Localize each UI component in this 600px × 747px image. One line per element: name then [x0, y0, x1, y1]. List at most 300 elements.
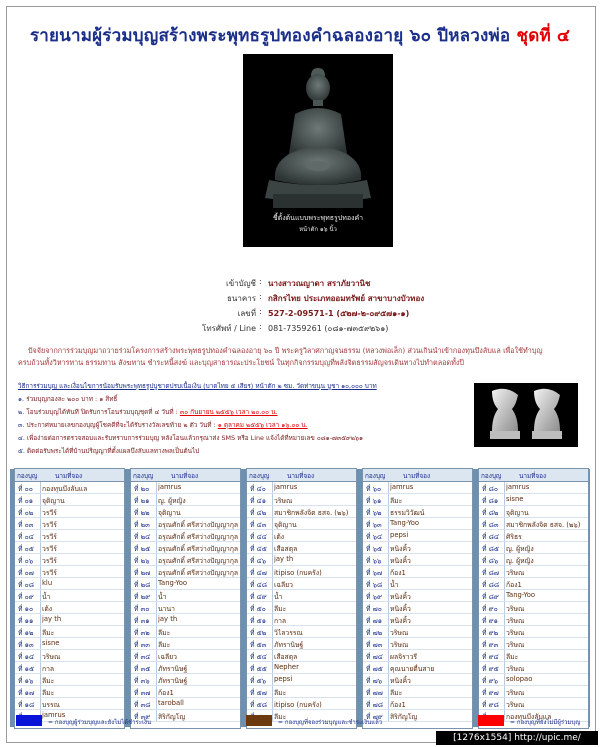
table-row [479, 602, 588, 614]
colon: : [259, 322, 262, 331]
row-number: ที่ ๗๕ [366, 665, 383, 673]
row-donor-name: จุติญาน [506, 509, 529, 517]
row-donor-name: jay th [158, 615, 178, 623]
row-donor-name: คุณนายตื่นสาย [390, 665, 435, 673]
row-number: ที่ ๗๐ [366, 605, 382, 613]
table-row [131, 614, 240, 626]
row-donor-name: ลีมะ [158, 629, 171, 637]
table-row [247, 686, 356, 698]
table-row [131, 506, 240, 518]
row-donor-name: ญ. ผู้หญิง [506, 545, 534, 553]
phone-label: โทรศัพท์ / Line [202, 324, 256, 333]
column-header [247, 469, 356, 482]
row-number: ที่ ๐๘ [18, 581, 35, 589]
legend-swatch [246, 715, 272, 726]
row-donor-name: วรวีร์ [42, 509, 57, 517]
row-donor-name: เต้ง [42, 605, 53, 613]
row-donor-name: Nepher [274, 663, 299, 671]
row-donor-name: jay th [274, 555, 294, 563]
row-number: ที่ ๑๖ [18, 677, 34, 685]
table-row [363, 638, 472, 650]
colon: : [259, 307, 262, 316]
photo-caption-line2: หน้าตัก ๑๖ นิ้ว [299, 226, 337, 233]
table-row [247, 542, 356, 554]
photo-caption-line1: ชี้ตั้งต้นแบบพระพุทธรูปทองคำ [272, 214, 364, 222]
condition-4: ๔. เพื่อง่ายต่อการตรวจสอบและรับทราบการร่วมบุญ หลังโอนแล้วกรุณาส่ง SMS หรือ Line แจ้งได้ที่หมายเลข ๐๘๑-๗๓๕๙๒๖๑ [18, 434, 364, 442]
legend-item [246, 715, 466, 726]
row-donor-name: น้ำ [158, 593, 167, 601]
row-number: ที่ ๗๗ [366, 689, 383, 697]
table-row [363, 698, 472, 710]
row-donor-name: วริษณ [506, 617, 525, 625]
row-number: ที่ ๗๙ [366, 713, 383, 721]
table-row [15, 542, 124, 554]
row-number: ที่ ๘๗ [482, 569, 499, 577]
row-number: ที่ ๔๒ [250, 509, 267, 517]
table-row [247, 662, 356, 674]
row-donor-name: อรุณศักดิ์ ศรีสว่างปัญญากุล [158, 557, 238, 565]
row-number: ที่ ๒๙ [134, 593, 151, 601]
table-row [247, 614, 356, 626]
row-number: ที่ ๔๑ [250, 497, 267, 505]
table-row [131, 542, 240, 554]
table-row [363, 482, 472, 494]
table-row [131, 626, 240, 638]
row-number: ที่ ๙๕ [482, 665, 499, 673]
row-donor-name: วริษณ [390, 641, 409, 649]
row-number: ที่ ๘๘ [482, 581, 500, 589]
row-donor-name: ก้อง1 [390, 701, 406, 709]
row-donor-name: นานา [158, 605, 175, 613]
row-number: ที่ ๖๐ [366, 485, 382, 493]
row-donor-name: ก้อง1 [506, 581, 522, 589]
column-header-name: นามที่จอง [519, 472, 547, 480]
row-number: ที่ ๒๖ [134, 557, 150, 565]
row-number: ที่ ๐๐ [18, 485, 33, 493]
table-row [363, 590, 472, 602]
condition-3: ๓. ประกาศหมายเลขกองบุญผู้โชคดีที่จะได้รับรางวัลเลขท้าย ๒ ตัว วันที่ : ๑ ตุลาคม ๒๕๕๖ เวลา ๑๖.๐๐ น. [18, 421, 308, 429]
row-donor-name: กองทุนบึงลับแล [506, 713, 552, 721]
row-donor-name: วรวีร์ [42, 569, 57, 577]
table-row [479, 686, 588, 698]
table-row [131, 590, 240, 602]
row-number: ที่ ๔๖ [250, 557, 267, 565]
row-donor-name: ลีมะ [390, 689, 403, 697]
table-row [15, 494, 124, 506]
row-donor-name: อรุณศักดิ์ ศรีสว่างปัญญากุล [158, 521, 238, 529]
legend-swatch [16, 715, 42, 726]
row-number: ที่ ๒๑ [134, 497, 150, 505]
row-donor-name: ศิริธร [506, 533, 522, 541]
row-donor-name: กองทุนบึงลับแล [42, 485, 88, 493]
table-row [131, 482, 240, 494]
row-donor-name: ผลจิราวรี [390, 653, 418, 661]
table-row [479, 578, 588, 590]
phone-value: 081-7359261 (๐๘๑-๗๓๕๙๒๖๑) [268, 324, 389, 333]
row-donor-name: ลีมะ [158, 641, 171, 649]
row-number: ที่ ๐๗ [18, 569, 34, 577]
table-row [15, 602, 124, 614]
row-donor-name: ญ. ผู้หญิง [506, 557, 534, 565]
table-row [363, 530, 472, 542]
table-row [15, 662, 124, 674]
table-row [15, 530, 124, 542]
row-donor-name: อรุณศักดิ์ ศรีสว่างปัญญากุล [158, 569, 238, 577]
table-row [363, 554, 472, 566]
account-number-value: 527-2-09571-1 (๕๒๗-๒-๐๙๕๗๑-๑) [268, 309, 410, 318]
table-row [479, 506, 588, 518]
row-donor-name: jay th [42, 615, 62, 623]
row-donor-name: ภัทรานิษฐ์ [158, 665, 188, 673]
row-donor-name: สมาชิกพลังจิต ธสจ. (๒๖) [274, 509, 349, 517]
row-donor-name: jamrus [42, 711, 66, 719]
table-row [479, 674, 588, 686]
row-number: ที่ ๘๖ [482, 557, 499, 565]
row-donor-name: หนิงคิ้ว [390, 605, 411, 613]
row-donor-name: อรุณศักดิ์ ศรีสว่างปัญญากุล [158, 533, 238, 541]
table-row [363, 614, 472, 626]
column-header [131, 469, 240, 482]
row-donor-name: สิริกัญโญ [158, 713, 186, 721]
table-row [479, 698, 588, 710]
row-number: ที่ ๙๖ [482, 677, 498, 685]
table-row [131, 602, 240, 614]
row-donor-name: สมาชิกพลังจิต ธสจ. (๒๖) [506, 521, 581, 529]
column-header-no: กองบุญ [249, 472, 270, 480]
table-row [15, 482, 124, 494]
intro-line2: ครบถ้วนทั้งวิหารทาน ธรรมทาน สังฆทาน ชำระหนี้สงฆ์ และบุญสาธารณะประโยชน์ ในทุกกิจกรรมบุญที่พลังจิตธรรมสัญจรเดินทางไปทำตลอดทั้งปี [18, 358, 464, 367]
row-donor-name: น้ำ [390, 581, 399, 589]
row-donor-name: จุติญาน [158, 509, 181, 517]
row-number: ที่ ๘๓ [482, 521, 499, 529]
row-donor-name: Tang-Yoo [158, 579, 188, 587]
row-number: ที่ ๖๙ [366, 593, 382, 601]
intro-line1: ปัจจัยจากการร่วมบุญมาถวายร่วมโครงการสร้างพระพุทธรูปทองคำฉลองอายุ ๖๐ ปี พระครูวิลาศกาญจนธรรม (หลวงพ่อเล็ก) ส่วนเกินนำเข้ากองทุนบึงลับแล เพื่อใช้ทำบุญ [28, 346, 543, 355]
row-number: ที่ ๓๖ [134, 677, 150, 685]
watermark: [1276x1554] http://upic.me/ [436, 731, 598, 745]
row-donor-name: itipiso (กบครัง) [274, 701, 322, 709]
row-number: ที่ ๔๓ [250, 521, 267, 529]
row-donor-name: jamrus [506, 483, 530, 491]
table-row [479, 554, 588, 566]
row-donor-name: taroball [158, 699, 184, 707]
amulet-photo [474, 383, 578, 447]
row-number: ที่ ๕๗ [250, 689, 267, 697]
row-number: ที่ ๒๗ [134, 569, 151, 577]
row-donor-name: ลีมะ [506, 653, 519, 661]
title-main: รายนามผู้ร่วมบุญสร้างพระพุทธรูปทองคำฉลองอายุ ๖๐ ปีหลวงพ่อ [29, 26, 511, 46]
table-row [479, 482, 588, 494]
row-donor-name: วริษณ [506, 605, 525, 613]
condition-5: ๕. ติดต่อรับพระได้ที่บ้านปริญญาที่ตั้งแผลบึงลับแลทางพลเป็นต้นไป [18, 447, 200, 455]
table-row [363, 626, 472, 638]
table-row [479, 542, 588, 554]
legend-text: = กองบุญผู้ร่วมบุญและยังไม่ได้ชำระเงิน [48, 719, 152, 726]
colon: : [259, 292, 262, 301]
row-donor-name: วรวีร์ [42, 557, 57, 565]
table-row [363, 506, 472, 518]
row-number: ที่ ๔๗ [250, 569, 267, 577]
row-donor-name: jamrus [390, 483, 414, 491]
row-number: ที่ ๑๕ [18, 665, 35, 673]
table-row [479, 530, 588, 542]
account-name-value: นางสาวณญาดา สราภัยวานิช [268, 279, 371, 288]
row-number: ที่ ๓๓ [134, 641, 150, 649]
row-donor-name: klu [42, 579, 53, 587]
row-number: ที่ ๙๔ [482, 653, 499, 661]
row-donor-name: ลีมะ [42, 689, 55, 697]
column-header-name: นามที่จอง [403, 472, 431, 480]
row-donor-name: น้ำ [274, 593, 283, 601]
row-donor-name: ลีมะ [42, 629, 55, 637]
row-donor-name: เฉลียว [274, 581, 293, 589]
row-donor-name: จุติญาน [274, 521, 297, 529]
table-row [247, 554, 356, 566]
table-row [15, 650, 124, 662]
table-row [131, 518, 240, 530]
row-number: ที่ ๖๕ [366, 545, 383, 553]
row-donor-name: ลีมะ [274, 689, 287, 697]
row-number: ที่ ๙๒ [482, 629, 499, 637]
row-number: ที่ ๓๒ [134, 629, 150, 637]
row-donor-name: หนิงคิ้ว [390, 617, 411, 625]
row-donor-name: วริษณ [390, 629, 409, 637]
donor-column-2 [130, 468, 241, 729]
table-row [363, 542, 472, 554]
row-number: ที่ ๓๕ [134, 665, 151, 673]
table-row [247, 578, 356, 590]
table-row [479, 518, 588, 530]
row-number: ที่ ๐๑ [18, 497, 34, 505]
row-number: ที่ ๖๗ [366, 569, 383, 577]
table-row [247, 566, 356, 578]
row-donor-name: solopao [506, 675, 533, 683]
row-number: ที่ ๓๙ [134, 713, 151, 721]
row-donor-name: วิไลวรรณ [274, 629, 303, 637]
row-number: ที่ ๖๔ [366, 533, 383, 541]
row-donor-name: เต้ง [274, 533, 285, 541]
table-row [131, 494, 240, 506]
page-title [0, 22, 600, 49]
table-row [479, 662, 588, 674]
table-row [131, 674, 240, 686]
row-number: ที่ ๐๕ [18, 545, 34, 553]
condition-1: ๑. ร่วมบุญกองละ ๒๐๐ บาท : ๑ สิทธิ์ [18, 395, 118, 403]
table-row [363, 578, 472, 590]
row-donor-name: pepsi [390, 531, 409, 539]
bank-label: ธนาคาร [227, 294, 256, 303]
row-donor-name: sisne [42, 639, 60, 647]
row-number: ที่ ๕๒ [250, 629, 267, 637]
row-number: ที่ ๕๘ [250, 701, 268, 709]
row-number: ที่ ๔๐ [250, 485, 266, 493]
table-row [363, 650, 472, 662]
title-set: ชุดที่ ๔ [516, 26, 571, 46]
amulet-image [474, 383, 578, 447]
table-row [363, 566, 472, 578]
table-row [247, 698, 356, 710]
table-row [15, 614, 124, 626]
row-donor-name: jamrus [274, 483, 298, 491]
row-donor-name: เสือสตุล [274, 653, 298, 661]
table-row [247, 530, 356, 542]
row-donor-name: หนิงคิ้ว [390, 557, 411, 565]
row-donor-name: sisne [506, 495, 524, 503]
row-number: ที่ ๗๓ [366, 641, 383, 649]
row-donor-name: อรุณศักดิ์ ศรีสว่างปัญญากุล [158, 545, 238, 553]
row-number: ที่ ๑๔ [18, 653, 35, 661]
row-number: ที่ ๒๐ [134, 485, 150, 493]
table-row [363, 602, 472, 614]
row-number: ที่ ๒๘ [134, 581, 151, 589]
row-donor-name: ก้อง1 [390, 569, 406, 577]
row-number: ที่ ๓๑ [134, 617, 150, 625]
table-row [131, 638, 240, 650]
row-number: ที่ ๗๖ [366, 677, 383, 685]
row-number: ที่ ๑๗ [18, 689, 35, 697]
table-row [15, 554, 124, 566]
row-donor-name: วริษณ [506, 629, 525, 637]
legend-text: = กองบุญที่ยังไม่มีผู้ร่วมบุญ [510, 719, 581, 726]
row-number: ที่ ๐๖ [18, 557, 34, 565]
table-row [479, 566, 588, 578]
table-row [247, 602, 356, 614]
legend-swatch [478, 715, 504, 726]
row-number: ที่ ๕๖ [250, 677, 267, 685]
table-row [479, 638, 588, 650]
row-number: ที่ ๖๘ [366, 581, 383, 589]
legend-item [478, 715, 588, 726]
row-number: ที่ ๑๐ [18, 605, 34, 613]
table-row [363, 686, 472, 698]
row-number: ที่ ๒๔ [134, 533, 151, 541]
row-number: ที่ ๔๘ [250, 581, 268, 589]
row-number: ที่ ๐๓ [18, 521, 34, 529]
row-number: ที่ ๗๒ [366, 629, 383, 637]
row-number: ที่ ๘๑ [482, 497, 499, 505]
row-number: ที่ ๙๑ [482, 617, 498, 625]
row-donor-name: ลีมะ [390, 497, 403, 505]
row-number: ที่ ๘๕ [482, 545, 500, 553]
row-number: ที่ ๓๐ [134, 605, 150, 613]
row-donor-name: ภัทรานิษฐ์ [158, 677, 188, 685]
row-number: ที่ ๖๖ [366, 557, 382, 565]
table-row [15, 566, 124, 578]
table-row [247, 650, 356, 662]
table-row [131, 530, 240, 542]
table-row [247, 494, 356, 506]
column-header-no: กองบุญ [365, 472, 386, 480]
row-number: ที่ ๒๒ [134, 509, 150, 517]
row-number: ที่ ๘๔ [482, 533, 500, 541]
row-number: ที่ ๙๐ [482, 605, 498, 613]
row-number: ที่ ๕๐ [250, 605, 266, 613]
table-row [131, 554, 240, 566]
row-donor-name: หนิงคิ้ว [390, 593, 411, 601]
table-row [479, 494, 588, 506]
row-donor-name: ภัทรานิษฐ์ [274, 641, 304, 649]
row-number: ที่ ๙๓ [482, 641, 499, 649]
table-row [15, 506, 124, 518]
table-row [247, 674, 356, 686]
donor-column-3 [246, 468, 357, 729]
row-number: ที่ ๑๒ [18, 629, 34, 637]
row-number: ที่ ๑๘ [18, 701, 35, 709]
row-donor-name: pepsi [274, 675, 293, 683]
column-header-no: กองบุญ [481, 472, 502, 480]
row-number: ที่ ๙๗ [482, 689, 499, 697]
row-number: ที่ ๖๓ [366, 521, 382, 529]
conditions-list [18, 380, 468, 458]
table-row [15, 626, 124, 638]
column-header-no: กองบุญ [133, 472, 154, 480]
row-donor-name: Tang-Yoo [390, 519, 420, 527]
table-row [247, 626, 356, 638]
table-row [15, 518, 124, 530]
row-donor-name: ญ. ผู้หญิง [158, 497, 186, 505]
buddha-photo [243, 54, 393, 247]
row-donor-name: วริษณ [506, 689, 525, 697]
row-number: ที่ ๓๗ [134, 689, 151, 697]
column-header-no: กองบุญ [17, 472, 38, 480]
table-row [247, 482, 356, 494]
row-number: ที่ ๐๙ [18, 593, 34, 601]
row-donor-name: กาล [42, 665, 55, 673]
column-header [363, 469, 472, 482]
table-row [15, 686, 124, 698]
column-header-name: นามที่จอง [171, 472, 199, 480]
row-donor-name: วริษณ [506, 641, 525, 649]
account-name-label: เข้าบัญชี [225, 279, 256, 288]
row-number: ที่ ๗๘ [366, 701, 383, 709]
colon: : [259, 277, 262, 286]
table-row [15, 638, 124, 650]
row-donor-name: itipiso (กบครัง) [274, 569, 322, 577]
row-donor-name: เสือสตุล [274, 545, 298, 553]
row-number: ที่ ๔๕ [250, 545, 267, 553]
column-header-name: นามที่จอง [55, 472, 83, 480]
table-row [479, 626, 588, 638]
row-donor-name: สิริกัญโญ [390, 713, 418, 721]
table-row [363, 518, 472, 530]
table-row [131, 566, 240, 578]
row-number: ที่ ๖๒ [366, 509, 382, 517]
row-donor-name: jamrus [158, 483, 182, 491]
row-number: ที่ ๘๙ [482, 593, 499, 601]
table-row [131, 686, 240, 698]
donor-column-1 [14, 468, 125, 729]
row-number: ที่ ๗๔ [366, 653, 383, 661]
conditions-heading: วิธีการร่วมบุญ และเงื่อนไขการน้อมรับพระพุทธรูปบูชาตปรบเนื้อเงิน (บาตไทย ๕ เสียร) หน้าตัก ๒ ซม. วัดท่าขนุน บูชา ๑๐,๐๐๐ บาท [18, 382, 377, 390]
row-donor-name: ธรรมวิวัฒน์ [390, 509, 425, 517]
table-row [15, 578, 124, 590]
table-row [479, 590, 588, 602]
table-row [363, 494, 472, 506]
legend-item [16, 715, 236, 726]
row-donor-name: จุติญาน [42, 497, 65, 505]
row-donor-name: วริษณ [506, 569, 525, 577]
row-number: ที่ ๕๕ [250, 665, 267, 673]
row-donor-name: ลีมะ [42, 677, 55, 685]
row-donor-name: หนิงคิ้ว [390, 677, 411, 685]
row-number: ที่ ๘๒ [482, 509, 499, 517]
row-donor-name: น้ำ [42, 593, 51, 601]
table-row [247, 518, 356, 530]
row-number: ที่ ๗๑ [366, 617, 383, 625]
table-row [363, 674, 472, 686]
row-donor-name: หนิงคิ้ว [390, 545, 411, 553]
row-donor-name: วริษณ [506, 701, 525, 709]
